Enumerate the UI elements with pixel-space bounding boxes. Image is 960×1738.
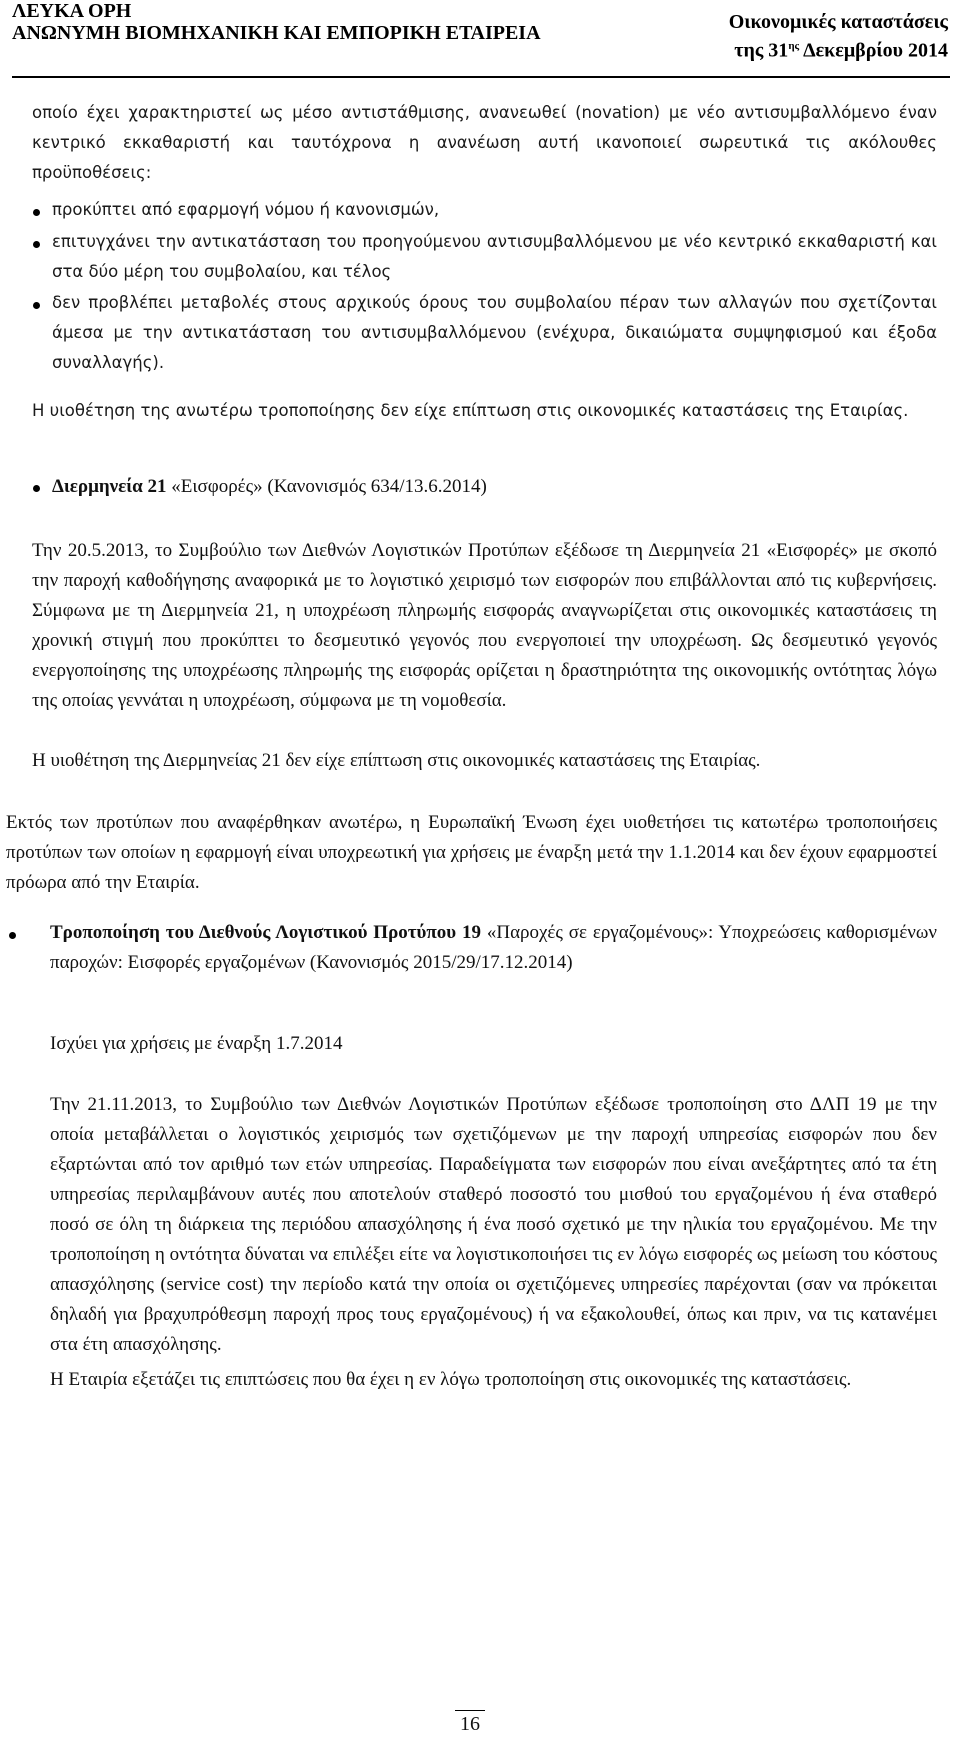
bullet-icon: [33, 485, 40, 492]
ias19-heading-bold: Τροποποίηση του Διεθνούς Λογιστικού Προτύπου 19: [50, 922, 481, 943]
company-name-line1: ΛΕΥΚΑ ΟΡΗ: [12, 0, 132, 22]
document-title-line1: Οικονομικές καταστάσεις: [728, 11, 948, 33]
ias19-paragraph: Την 21.11.2013, το Συμβούλιο των Διεθνών Λογιστικών Προτύπων εξέδωσε τροποποίηση στο ΔΛΠ 19 με την οποία μεταβάλλεται ο λογιστικός χειρισμός των σχετιζόμενων με την παροχή υπηρεσίας εισφορών που δεν εξαρτώνται από τον αριθμό των ετών υπηρεσίας. Παραδείγματα των εισφορών που είναι ανεξάρτητες από τα έτη υπηρεσίας περιλαμβάνουν αυτές που αποτελούν σταθερό ποσοστό του μισθού του εργαζομένου ή ένα σταθερό ποσό σε όλη τη διάρκεια της περιόδου απασχόλησης ή ένα ποσό σχετικό με την ηλικία του εργαζομένου. Με την τροποποίηση η οντότητα δύναται να επιλέξει είτε να λογιστικοποιήσει τις εν λόγω εισφορές ως μείωση του κόστους απασχόλησης (service cost) την περίοδο κατά την οποία οι σχετιζόμενες υπηρεσίες παρέχονται (σαν να πρόκειται δηλαδή για βραχυπρόθεσμη παροχή προς τους εργαζομένους) ή να εξακολουθεί, όπως και πριν, να τις κατανέμει στα έτη απασχόλησης.: [50, 1094, 937, 1355]
document-date-prefix: της 31: [734, 39, 789, 62]
footer-divider: [455, 1710, 485, 1711]
adoption-note-2: Η υιοθέτηση της Διερμηνείας 21 δεν είχε επίπτωση στις οικονομικές καταστάσεις της Εταιρίας.: [32, 750, 761, 771]
page-header: [0, 0, 960, 80]
ias19-heading: [50, 918, 937, 978]
ifric21-heading: [52, 472, 937, 502]
condition-item-2: επιτυγχάνει την αντικατάσταση του προηγούμενου αντισυμβαλλόμενου με νέο κεντρικό εκκαθαριστή και στα δύο μέρη του συμβολαίου, και τέλος: [52, 232, 937, 281]
bullet-icon: [33, 302, 40, 309]
document-date-suffix: Δεκεμβρίου 2014: [799, 39, 948, 62]
ias19-closing-paragraph: Η Εταιρία εξετάζει τις επιπτώσεις που θα έχει η εν λόγω τροποποίηση στις οικονομικές της καταστάσεις.: [50, 1369, 852, 1390]
intro-paragraph: οποίο έχει χαρακτηριστεί ως μέσο αντιστάθμισης, ανανεωθεί (novation) με νέο αντισυμβαλλόμενο έναν κεντρικό εκκαθαριστή και ταυτόχρονα η ανανέωση αυτή ικανοποιεί σωρευτικά τις ακόλουθες προϋποθέσεις:: [32, 103, 937, 182]
header-divider: [12, 76, 950, 78]
bullet-icon: [33, 241, 40, 248]
page-number: 16: [460, 1713, 480, 1735]
bullet-icon: [33, 209, 40, 216]
document-date-sup: ης: [788, 40, 800, 52]
eu-endorsement-paragraph: Εκτός των προτύπων που αναφέρθηκαν ανωτέρω, η Ευρωπαϊκή Ένωση έχει υιοθετήσει τις κατωτέρω τροποποιήσεις προτύπων των οποίων η εφαρμογή είναι υποχρεωτική για χρήσεις με έναρξη μετά την 1.1.2014 και δεν έχουν εφαρμοστεί πρόωρα από την Εταιρία.: [6, 812, 937, 893]
ifric21-paragraph: Την 20.5.2013, το Συμβούλιο των Διεθνών Λογιστικών Προτύπων εξέδωσε τη Διερμηνεία 21 «Εισφορές» με σκοπό την παροχή καθοδήγησης αναφορικά με το λογιστικό χειρισμό των εισφορών που επιβάλλονται από τις κυβερνήσεις. Σύμφωνα με τη Διερμηνεία 21, η υποχρέωση πληρωμής εισφοράς αναγνωρίζεται στις οικονομικές καταστάσεις τη χρονική στιγμή που προκύπτει το δεσμευτικό γεγονός που ενεργοποιεί την υποχρέωση. Ως δεσμευτικό γεγονός ενεργοποίησης της υποχρέωσης πληρωμής της εισφοράς ορίζεται η δραστηριότητα της οικονομικής οντότητας λόγω της οποίας γεννάται η υποχρέωση, σύμφωνα με τη νομοθεσία.: [32, 540, 937, 711]
adoption-note-1: Η υιοθέτηση της ανωτέρω τροποποίησης δεν είχε επίπτωση στις οικονομικές καταστάσεις της Εταιρίας.: [32, 401, 909, 420]
ifric21-heading-rest: «Εισφορές» (Κανονισμός 634/13.6.2014): [166, 476, 487, 497]
ias19-effective-date: Ισχύει για χρήσεις με έναρξη 1.7.2014: [50, 1033, 343, 1054]
company-name-line2: ΑΝΩΝΥΜΗ ΒΙΟΜΗΧΑΝΙΚΗ ΚΑΙ ΕΜΠΟΡΙΚΗ ΕΤΑΙΡΕΙΑ: [12, 22, 541, 44]
company-name: [12, 0, 541, 44]
bullet-icon: [9, 932, 16, 939]
condition-item-1: προκύπτει από εφαρμογή νόμου ή κανονισμών,: [52, 200, 440, 219]
ias19-heading-rest: «Παροχές σε εργαζομένους»: Υποχρεώσεις καθορισμένων παροχών: Εισφορές εργαζομένων (Κανονισμός 2015/29/17.12.2014): [50, 922, 937, 973]
document-date: [729, 34, 948, 63]
ifric21-heading-bold: Διερμηνεία 21: [52, 476, 167, 497]
document-title: [729, 10, 948, 63]
condition-item-3: δεν προβλέπει μεταβολές στους αρχικούς όρους του συμβολαίου πέραν των αλλαγών που σχετίζονται άμεσα με την αντικατάσταση του αντισυμβαλλόμενου (ενέχυρα, δικαιώματα συμψηφισμού και έξοδα συναλλαγής).: [52, 293, 937, 372]
